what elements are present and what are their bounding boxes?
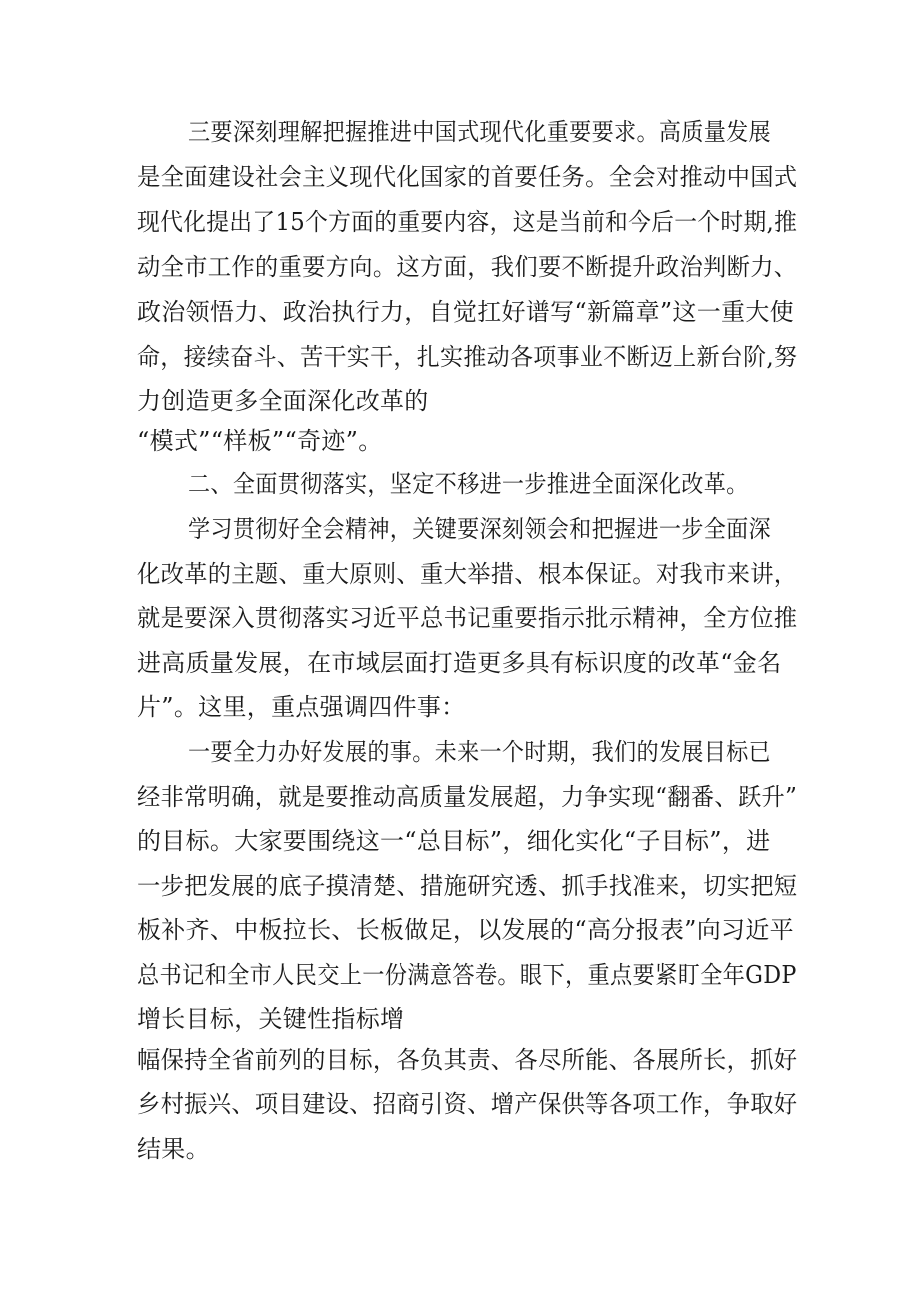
text-line: 学习贯彻好全会精神，关键要深刻领会和把握进一步全面深 — [188, 515, 771, 543]
text-line: 是全面建设社会主义现代化国家的首要任务。全会对推动中国式 — [137, 163, 798, 191]
text-line: “模式”“样板”“奇迹”。 — [137, 427, 383, 455]
text-line: 政治领悟力、政治执行力，自觉扛好谱写“新篇章”这一重大使 — [137, 298, 794, 326]
text-line: 片”。这里，重点强调四件事： — [137, 693, 466, 721]
text-line: 结果。 — [137, 1135, 210, 1163]
text-line: 一要全力办好发展的事。未来一个时期，我们的发展目标已 — [188, 738, 771, 766]
text-line: 一步把发展的底子摸清楚、措施研究透、抓手找准来，切实把短 — [137, 872, 798, 900]
section-heading: 二、全面贯彻落实，坚定不移进一步推进全面深化改革。 — [188, 470, 749, 498]
text-line: 总书记和全市人民交上一份满意答卷。眼下，重点要紧盯全年GDP — [137, 961, 797, 989]
text-line: 增长目标，关键性指标增 — [137, 1005, 405, 1033]
text-line: 经非常明确，就是要推动高质量发展超，力争实现“翻番、跃升” — [137, 783, 798, 811]
text-line: 的目标。大家要围绕这一“总目标”，细化实化“子目标”，进 — [137, 827, 771, 855]
text-line: 幅保持全省前列的目标，各负其责、各尽所能、各展所长，抓好 — [137, 1046, 798, 1074]
text-line: 三要深刻理解把握推进中国式现代化重要要求。高质量发展 — [188, 118, 771, 146]
text-line: 命，接续奋斗、苦干实干，扎实推动各项事业不断迈上新台阶,努 — [137, 343, 798, 371]
text-line: 就是要深入贯彻落实习近平总书记重要指示批示精神，全方位推 — [137, 604, 798, 632]
text-line: 乡村振兴、项目建设、招商引资、增产保供等各项工作，争取好 — [137, 1090, 798, 1118]
text-line: 动全市工作的重要方向。这方面，我们要不断提升政治判断力、 — [137, 253, 798, 281]
text-line: 化改革的主题、重大原则、重大举措、根本保证。对我市来讲， — [137, 560, 798, 588]
text-line: 力创造更多全面深化改革的 — [137, 387, 429, 415]
text-line: 进高质量发展，在市域层面打造更多具有标识度的改革“金名 — [137, 649, 782, 677]
text-line: 板补齐、中板拉长、长板做足，以发展的“高分报表”向习近平 — [137, 916, 794, 944]
text-line: 现代化提出了15个方面的重要内容，这是当前和今后一个时期,推 — [137, 208, 798, 236]
